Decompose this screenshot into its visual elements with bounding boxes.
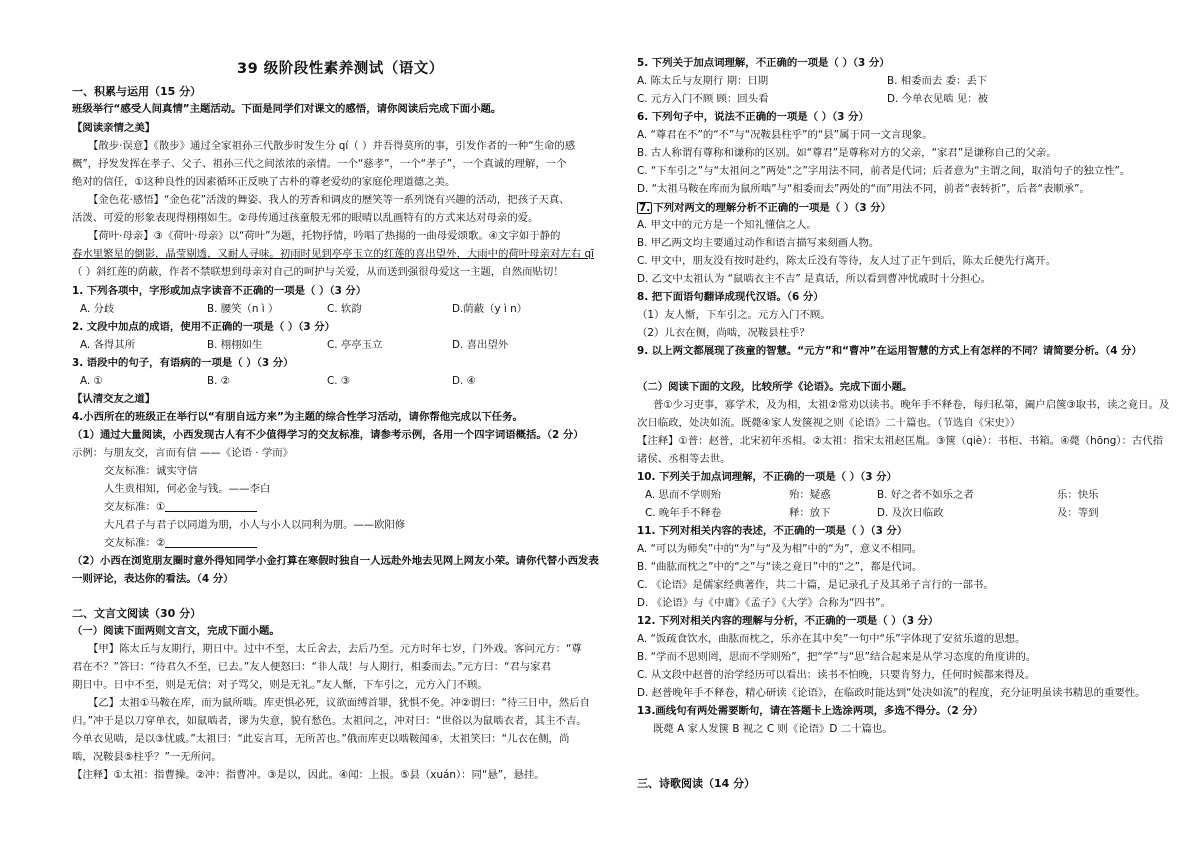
- notes-2-line2: 诸侯、丞相等去世。: [637, 453, 731, 465]
- passage-zhaopu-1: 普①少习吏事，寡学术，及为相，太祖②常劝以读书。晚年手不释卷，每归私第，阖户启箧③取书，读之竟日。及: [653, 399, 1170, 411]
- q1-option-a[interactable]: A. 分歧: [80, 303, 115, 315]
- q6-option-a[interactable]: A. “尊君在不”的“不”与“况鞍县柱乎”的“县”属于同一文言现象。: [637, 129, 933, 141]
- q1-option-d[interactable]: D.荫蔽（y ì n）: [452, 303, 528, 315]
- passage-zhaopu-2: 次日临政，处决如流。既薨④家人发箧视之则《论语》二十篇也。（节选自《宋史》）: [637, 417, 1021, 429]
- exam-title: 39 级阶段性素养测试（语文）: [237, 61, 444, 77]
- q7-option-b[interactable]: B. 甲乙两文均主要通过动作和语言描写来刻画人物。: [637, 237, 880, 249]
- q11-option-a[interactable]: A. “可以为师矣”中的“为”与“及为相”中的“为”，意义不相同。: [637, 543, 923, 555]
- text-yi-3: 今单衣见啮，是以③忧戚。”太祖曰：“此妄言耳，无所苦也。”俄而库吏以啮鞍闻④，太祖笑曰：“儿衣在侧，尚: [72, 733, 570, 745]
- q1-option-c[interactable]: C. 软韵: [327, 303, 362, 315]
- question-4-1: （1）通过大量阅读，小西发现古人有不少值得学习的交友标准，请参考示例，各用一个四字词语概括。（2 分）: [72, 429, 584, 441]
- q3-option-c[interactable]: C. ③: [327, 375, 351, 387]
- para-heye-2: 春水里繁星的倒影，晶莹剔透，又耐人寻味。初雨时见到亭亭玉立的红莲的喜出望外，大雨中的荷叶母亲对左右 qī: [72, 248, 594, 260]
- question-10: 10. 下列关于加点词理解，不正确的一项是（ ）（3 分）: [637, 471, 897, 483]
- section-2-heading: 二、文言文阅读（30 分）: [72, 607, 202, 620]
- question-7: [637, 202, 891, 214]
- q12-option-d[interactable]: D. 赵普晚年手不释卷，精心研读《论语》，在临政时能达到“处决如流”的程度，充分证明虽读书精思的重要性。: [637, 687, 1146, 699]
- q6-option-b[interactable]: B. 古人称谓有尊称和谦称的区别。如“尊君”是尊称对方的父亲，“家君”是谦称自己的父亲。: [637, 147, 1057, 159]
- q4-standard-2: [104, 538, 257, 548]
- q2-option-d[interactable]: D. 喜出望外: [452, 339, 509, 351]
- notes-2-line1: 【注释】①普：赵普，北宋初年丞相。②太祖：指宋太祖赵匡胤。③箧（qiè）：书柜、书箱。④薨（hōng）：古代指: [637, 435, 1164, 447]
- q10-option-b[interactable]: B. 好之者不如乐之者: [877, 489, 974, 501]
- q5-option-a[interactable]: A. 陈太丘与友期行 期：日期: [637, 75, 769, 87]
- q10-option-d-gloss: 及：等到: [1057, 507, 1099, 519]
- question-5: 5. 下列关于加点词理解，不正确的一项是（ ）（3 分）: [637, 57, 890, 69]
- text-jia-3: 期日中。日中不至，则是无信；对子骂父，则是无礼。”友人惭，下车引之，元方入门不顾。: [72, 679, 488, 691]
- q4-example: 示例：与朋友交，言而有信 ——《论语 · 学而》: [72, 447, 294, 459]
- question-4: 4.小西所在的班级正在举行以“有朋自远方来”为主题的综合性学习活动，请你帮他完成以下任务。: [72, 411, 523, 423]
- q11-option-c[interactable]: C. 《论语》是儒家经典著作，共二十篇，是记录孔子及其弟子言行的一部书。: [637, 579, 994, 591]
- q7-number: 7.: [639, 202, 651, 214]
- heading-qinqing: 【阅读亲情之美】: [72, 122, 156, 134]
- q12-option-a[interactable]: A. “饭疏食饮水，曲肱而枕之，乐亦在其中矣”一句中“乐”字体现了安贫乐道的思想。: [637, 633, 1026, 645]
- q7-option-d[interactable]: D. 乙文中太祖认为 “鼠啮衣主不吉” 是真话，所以看到曹冲忧戚时十分担心。: [637, 273, 992, 285]
- q7-text: 下列对两文的理解分析不正确的一项是（ ）（3 分）: [653, 202, 892, 214]
- text-yi-2: 归。”冲于是以刀穿单衣，如鼠啮者，谬为失意，貌有愁色。太祖问之，冲对曰：“世俗以为鼠啮衣者，其主不吉。: [72, 715, 587, 727]
- q11-option-b[interactable]: B. “曲肱而枕之”中的“之”与“读之竟日”中的“之”，都是代词。: [637, 561, 923, 573]
- q2-option-a[interactable]: A. 各得其所: [80, 339, 136, 351]
- heading-jiaoyou: 【认清交友之道】: [72, 393, 156, 405]
- para-sanbu-2: 概”，抒发发挥在孝子、父子、祖孙三代之间浓浓的亲情。一个“慈孝”，一个“孝子”，一个真诚的理解，一个: [72, 158, 567, 170]
- q10-option-a-gloss: 殆：疑惑: [789, 489, 831, 501]
- question-4-2-line2: 一则评论，表达你的看法。（4 分）: [72, 573, 234, 585]
- text-yi-1: 【乙】太祖①马鞍在库，而为鼠所啮。库吏惧必死，议欲面缚首罪，犹惧不免。冲②谓曰：“待三日中，然后自: [88, 697, 590, 709]
- notes-1: 【注释】①太祖：指曹操。②冲：指曹冲。③是以，因此。④闻：上报。⑤县（xuán）：同“悬”，悬挂。: [72, 769, 545, 781]
- question-3: 3. 语段中的句子，有语病的一项是（ ）（3 分）: [72, 357, 294, 369]
- q4-poem-ouyangxiu: 大凡君子与君子以同道为朋，小人与小人以同利为朋。——欧阳修: [104, 519, 406, 531]
- para-jinsehua-1: 【金色花·感悟】“金色花”活泼的舞姿、我人的芳香和调皮的歷笑等一系列饶有兴趣的活动，把孩子天真、: [88, 194, 570, 206]
- text-jia-2: 君在不？”答曰：“待君久不至，已去。”友人便怒曰：“非人哉！与人期行，相委而去。”元方曰：“君与家君: [72, 661, 552, 673]
- q12-option-b[interactable]: B. “学而不思则罔，思而不学则殆”，把“学”与“思”结合起来是从学习态度的角度讲的。: [637, 651, 1037, 663]
- q5-option-b[interactable]: B. 相委而去 委：丢下: [887, 75, 988, 87]
- section-3-heading: 三、诗歌阅读（14 分）: [637, 777, 756, 790]
- q3-option-a[interactable]: A. ①: [80, 375, 103, 387]
- question-1: 1. 下列各项中，字形或加点字读音不正确的一项是（ ）（3 分）: [72, 285, 367, 297]
- q10-option-a[interactable]: A. 思而不学则殆: [645, 489, 721, 501]
- q4-answer-blank-2[interactable]: [165, 538, 257, 548]
- para-heye-3: （ ）斜红莲的荫蔽，作者不禁联想到母亲对自己的呵护与关爱，从而送到强很母爱这一主题，自然而贴切！: [72, 266, 564, 278]
- para-sanbu-1: 【散步·误意】《散步》通过全家祖孙三代散步时发生分 qí（ ）并吾得莫所的事，引发作者的一种“生命的感: [88, 140, 576, 152]
- q7-option-a[interactable]: A. 甲文中的元方是一个知礼懂信之人。: [637, 219, 817, 231]
- question-12: 12. 下列对相关内容的理解与分析，不正确的一项是（ ）（3 分）: [637, 615, 939, 627]
- question-13: 13.画线句有两处需要断句，请在答题卡上选涂两项，多选不得分。（2 分）: [637, 705, 984, 717]
- subsection-1-heading: （一）阅读下面两则文言文，完成下面小题。: [72, 625, 280, 637]
- para-heye-1: 【荷叶·母亲】③《荷叶·母亲》以“荷叶”为题，托物抒情，吟唱了热揚的一曲母爱颂歌。④文字如于静的: [88, 230, 561, 242]
- q8-item-1: （1）友人惭，下车引之。元方入门不顾。: [637, 309, 831, 321]
- question-11: 11. 下列对相关内容的表述，不正确的一项是（ ）（3 分）: [637, 525, 908, 537]
- activity-intro: 班级举行“感受人间真情”主题活动。下面是同学们对课文的感悟，请你阅读后完成下面小题。: [72, 103, 502, 115]
- subsection-2-heading: （二）阅读下面的文段，比较所学《论语》。完成下面小题。: [637, 381, 913, 393]
- text-jia-1: 【甲】陈太丘与友期行，期日中。过中不至，太丘舍去，去后乃至。元方时年七岁，门外戏。客问元方：“尊: [88, 643, 582, 655]
- q4-standard-2-label: 交友标准：②: [104, 537, 166, 549]
- q6-option-c[interactable]: C. “下车引之”与“太祖问之”两处“之”字用法不同，前者是代词；后者意为“主谓之间，取消句子的独立性”。: [637, 165, 1131, 177]
- q3-option-b[interactable]: B. ②: [207, 375, 231, 387]
- q10-option-b-gloss: 乐：快乐: [1057, 489, 1099, 501]
- q5-option-c[interactable]: C. 元方入门不顾 顾：回头看: [637, 93, 769, 105]
- question-6: 6. 下列句子中，说法不正确的一项是（ ）（3 分）: [637, 111, 869, 123]
- q7-option-c[interactable]: C. 甲文中，朋友没有按时赴约，陈太丘没有等待，友人过了正午到后，陈太丘便先行离开。: [637, 255, 1057, 267]
- para-sanbu-3: 绝对的信任，①这种良性的因素循环正反映了古朴的尊老爱幼的家庭伦理道德之美。: [72, 176, 456, 188]
- q4-standard-1-label: 交友标准：①: [104, 501, 166, 513]
- q5-option-d[interactable]: D. 今单衣见啮 见：被: [887, 93, 989, 105]
- q1-option-b[interactable]: B. 腰笑（n ì ）: [207, 303, 279, 315]
- question-8: 8. 把下面语句翻译成现代汉语。（6 分）: [637, 291, 824, 303]
- question-2: 2. 文段中加点的成语，使用不正确的一项是（ ）（3 分）: [72, 321, 336, 333]
- section-1-heading: 一、积累与运用（15 分）: [72, 85, 202, 98]
- q4-standard-1: [104, 502, 257, 512]
- question-9: 9. 以上两文都展现了孩童的智慧。“元方”和“曹冲”在运用智慧的方式上有怎样的不同？请简要分析。（4 分）: [637, 345, 1142, 357]
- q13-sentence: 既薨 A 家人发箧 B 视之 C 则《论语》D 二十篇也。: [653, 723, 893, 735]
- q4-poem-libai: 人生贵相知，何必金与钱。——李白: [104, 483, 271, 495]
- text-yi-4: 啮，况鞍县⑤柱乎？”一无所问。: [72, 751, 222, 763]
- q8-item-2: （2）儿衣在侧，尚啮，况鞍县柱乎？: [637, 327, 810, 339]
- q12-option-c[interactable]: C. 从文段中赵普的治学经历可以看出：读书不怕晚，只要肯努力，任何时候都来得及。: [637, 669, 1036, 681]
- q10-option-c-gloss: 释：放下: [789, 507, 831, 519]
- q10-option-c[interactable]: C. 晚年手不释卷: [645, 507, 722, 519]
- q6-option-d[interactable]: D. “太祖马鞍在库而为鼠所啮”与“相委而去”两处的“而”用法不同，前者“表转折”，后者“表顺承”。: [637, 183, 1090, 195]
- q4-standard-example: 交友标准：诚实守信: [104, 465, 198, 477]
- para-jinsehua-2: 活泼、可爱的形象表现得栩栩如生。②母传通过孩童般无邪的眼晴以乱画特有的方式来达对母亲的爱。: [72, 212, 539, 224]
- q2-option-c[interactable]: C. 亭亭玉立: [327, 339, 383, 351]
- q10-option-d[interactable]: D. 及次日临政: [877, 507, 944, 519]
- q11-option-d[interactable]: D. 《论语》与《中庸》《孟子》《大学》合称为“四书”。: [637, 597, 891, 609]
- q3-option-d[interactable]: D. ④: [452, 375, 476, 387]
- q4-answer-blank-1[interactable]: [165, 502, 257, 512]
- q2-option-b[interactable]: B. 栩栩如生: [207, 339, 263, 351]
- question-4-2-line1: （2）小西在浏览朋友圈时意外得知同学小金打算在寒假时独自一人远赴外地去见网上网友小荣。请你代替小西发表: [72, 555, 599, 567]
